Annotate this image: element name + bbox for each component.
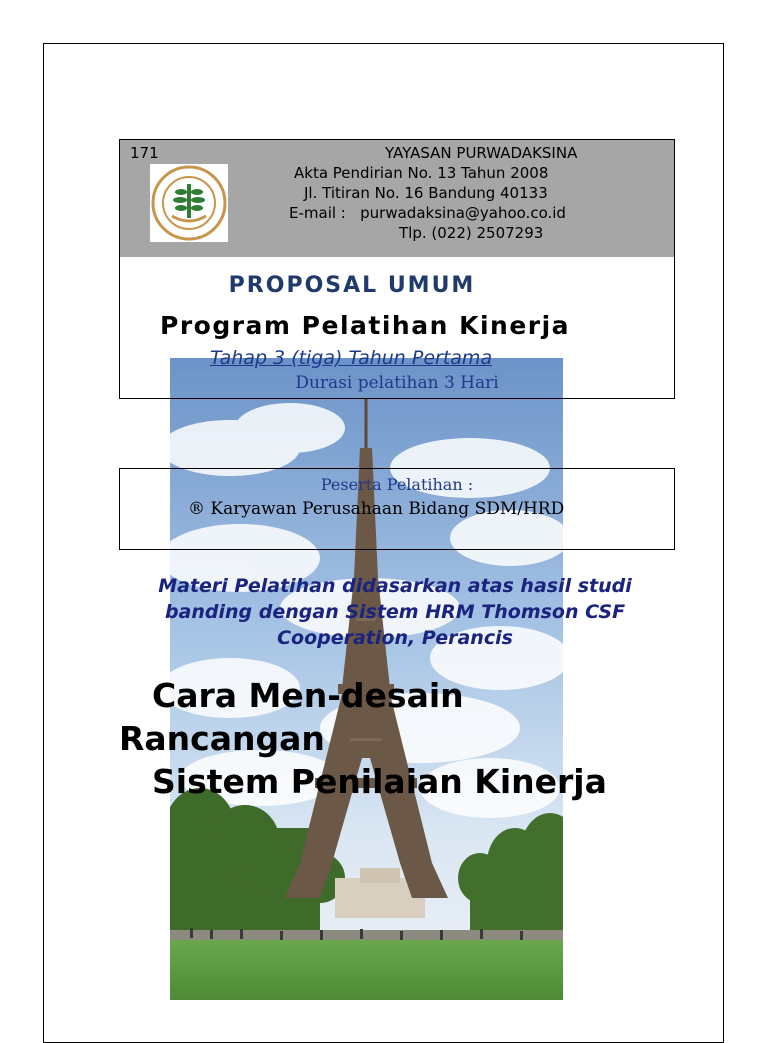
participants-label: Peserta Pelatihan : bbox=[320, 475, 474, 494]
proposal-section bbox=[120, 257, 674, 398]
main-title-line-1: Cara Men-desain bbox=[152, 676, 464, 715]
main-title-line-3: Sistem Penilaian Kinerja bbox=[152, 762, 607, 801]
header-band bbox=[120, 140, 674, 257]
header-box bbox=[119, 139, 675, 399]
materi-line-1: Materi Pelatihan didasarkan atas hasil studi bbox=[158, 575, 632, 597]
materi-line-2: banding dengan Sistem HRM Thomson CSF bbox=[164, 601, 626, 623]
email-line: E-mail : purwadaksina@yahoo.co.id bbox=[289, 204, 566, 222]
address-line: Jl. Titiran No. 16 Bandung 40133 bbox=[304, 184, 548, 202]
stage-title: Tahap 3 (tiga) Tahun Pertama bbox=[210, 347, 493, 369]
program-title: Program Pelatihan Kinerja bbox=[160, 311, 571, 340]
duration-text: Durasi pelatihan 3 Hari bbox=[295, 373, 499, 393]
organization-name: YAYASAN PURWADAKSINA bbox=[385, 144, 578, 162]
participants-box bbox=[119, 468, 675, 550]
main-title-line-2: Rancangan bbox=[119, 719, 325, 758]
materi-line-3: Cooperation, Perancis bbox=[277, 627, 513, 649]
phone-line: Tlp. (022) 2507293 bbox=[399, 224, 544, 242]
akta-line: Akta Pendirian No. 13 Tahun 2008 bbox=[294, 164, 549, 182]
proposal-title: PROPOSAL UMUM bbox=[228, 273, 476, 298]
participants-item: ® Karyawan Perusahaan Bidang SDM/HRD bbox=[188, 499, 565, 519]
yayasan-seal-logo bbox=[150, 164, 228, 242]
page-number: 171 bbox=[130, 144, 159, 162]
materi-description bbox=[110, 573, 680, 651]
